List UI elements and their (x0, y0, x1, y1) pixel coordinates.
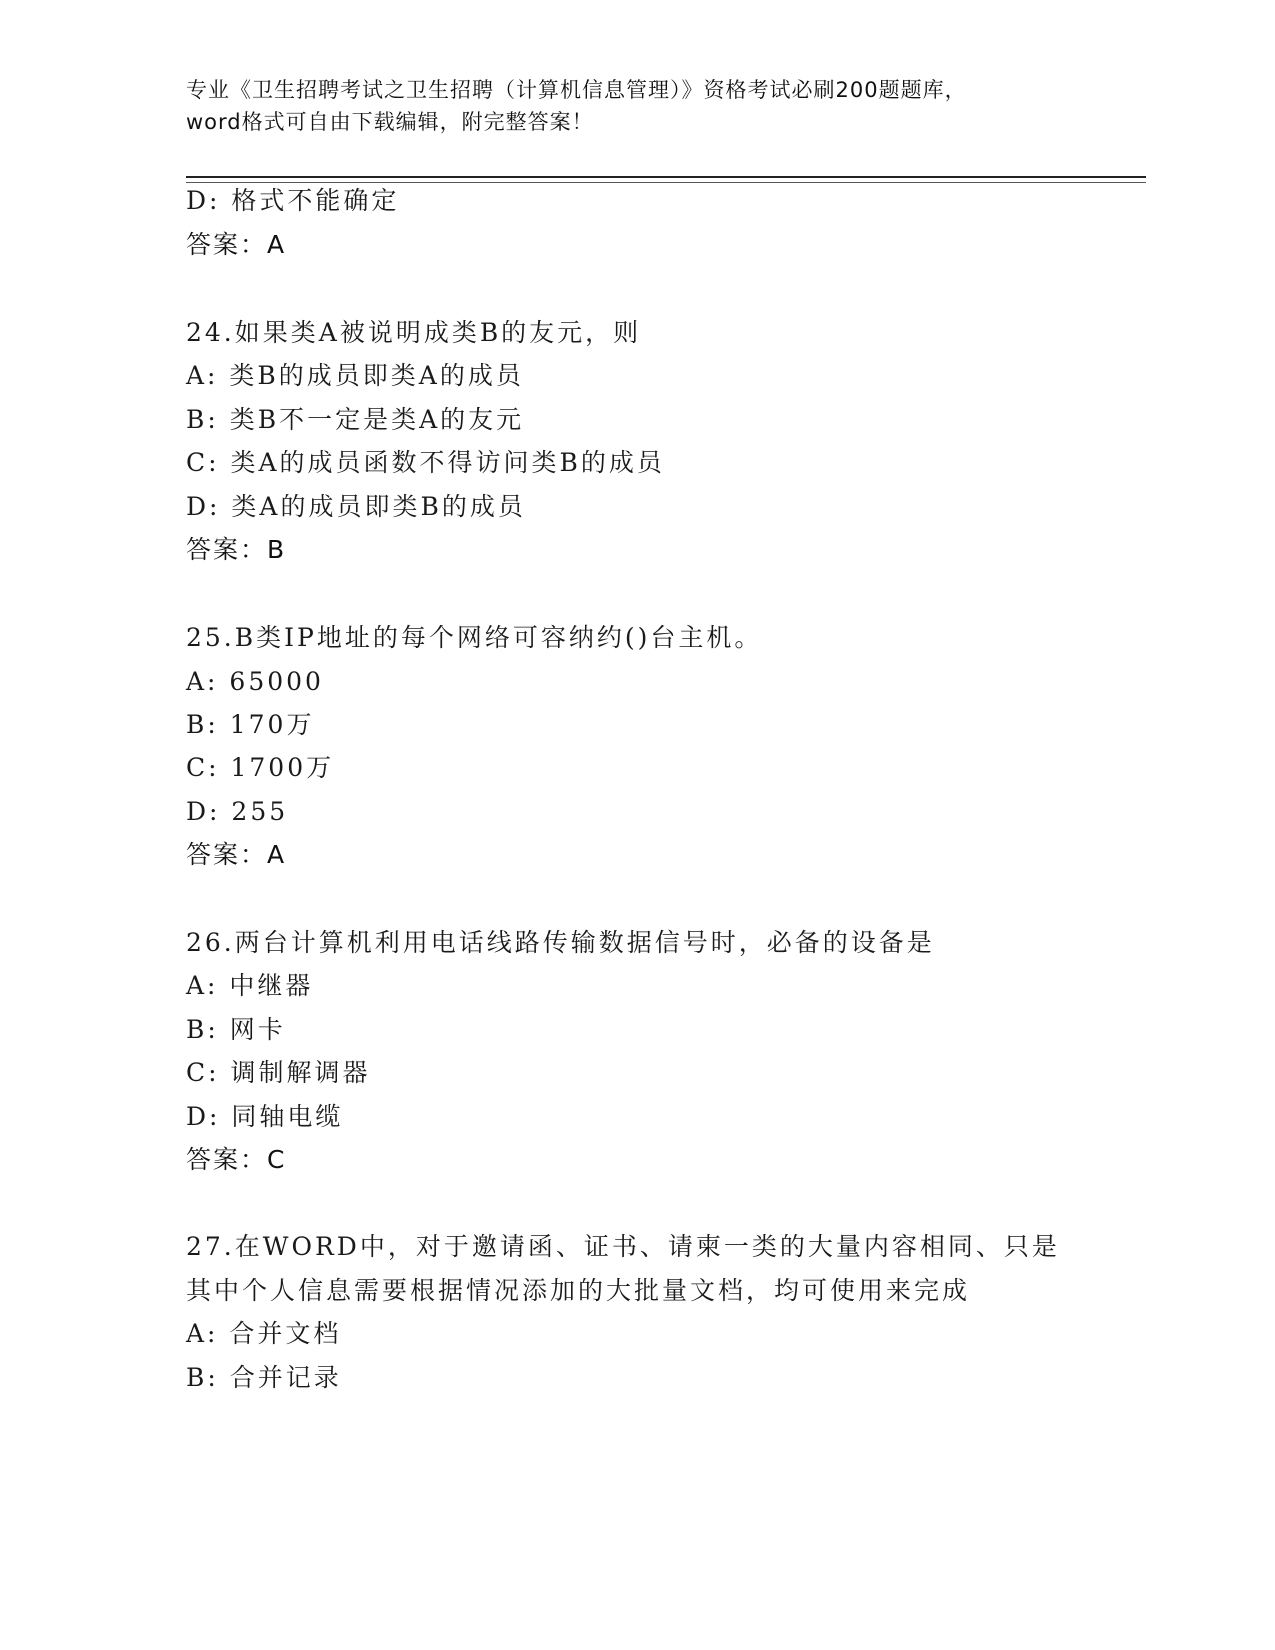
q25-option-b: B: 170万 (186, 710, 315, 739)
q25-option-a: A: 65000 (186, 667, 324, 696)
q24-option-b: B: 类B不一定是类A的友元 (186, 405, 525, 434)
q26-option-b: B: 网卡 (186, 1015, 286, 1044)
q26-option-c: C: 调制解调器 (186, 1058, 371, 1087)
header-divider-thick (186, 176, 1146, 178)
q27-question-line-1: 27.在WORD中，对于邀请函、证书、请柬一类的大量内容相同、只是 (186, 1232, 1060, 1261)
header-title-line-1: 专业《卫生招聘考试之卫生招聘（计算机信息管理）》资格考试必刷200题题库， (186, 78, 967, 102)
q25-option-c: C: 1700万 (186, 753, 335, 782)
q26-option-d: D: 同轴电缆 (186, 1102, 344, 1131)
q27-option-b: B: 合并记录 (186, 1363, 342, 1392)
q27-question-line-2: 其中个人信息需要根据情况添加的大批量文档，均可使用来完成 (186, 1276, 971, 1305)
q24-question: 24.如果类A被说明成类B的友元，则 (186, 318, 642, 347)
q24-option-c: C: 类A的成员函数不得访问类B的成员 (186, 448, 665, 477)
q24-answer: 答案：B (186, 535, 287, 564)
header-title-line-2: word格式可自由下载编辑，附完整答案！ (186, 110, 594, 134)
q23-option-d: D: 格式不能确定 (186, 186, 400, 215)
q26-answer: 答案：C (186, 1145, 287, 1174)
page-header (186, 74, 1146, 138)
q24-option-d: D: 类A的成员即类B的成员 (186, 492, 526, 521)
q24-option-a: A: 类B的成员即类A的成员 (186, 361, 524, 390)
q26-question: 26.两台计算机利用电话线路传输数据信号时，必备的设备是 (186, 928, 935, 957)
q25-option-d: D: 255 (186, 797, 289, 826)
header-divider-thin (186, 182, 1146, 183)
q23-answer: 答案：A (186, 230, 287, 259)
q25-answer: 答案：A (186, 840, 287, 869)
q25-question: 25.B类IP地址的每个网络可容纳约()台主机。 (186, 623, 763, 652)
q27-option-a: A: 合并文档 (186, 1319, 342, 1348)
q26-option-a: A: 中继器 (186, 971, 314, 1000)
